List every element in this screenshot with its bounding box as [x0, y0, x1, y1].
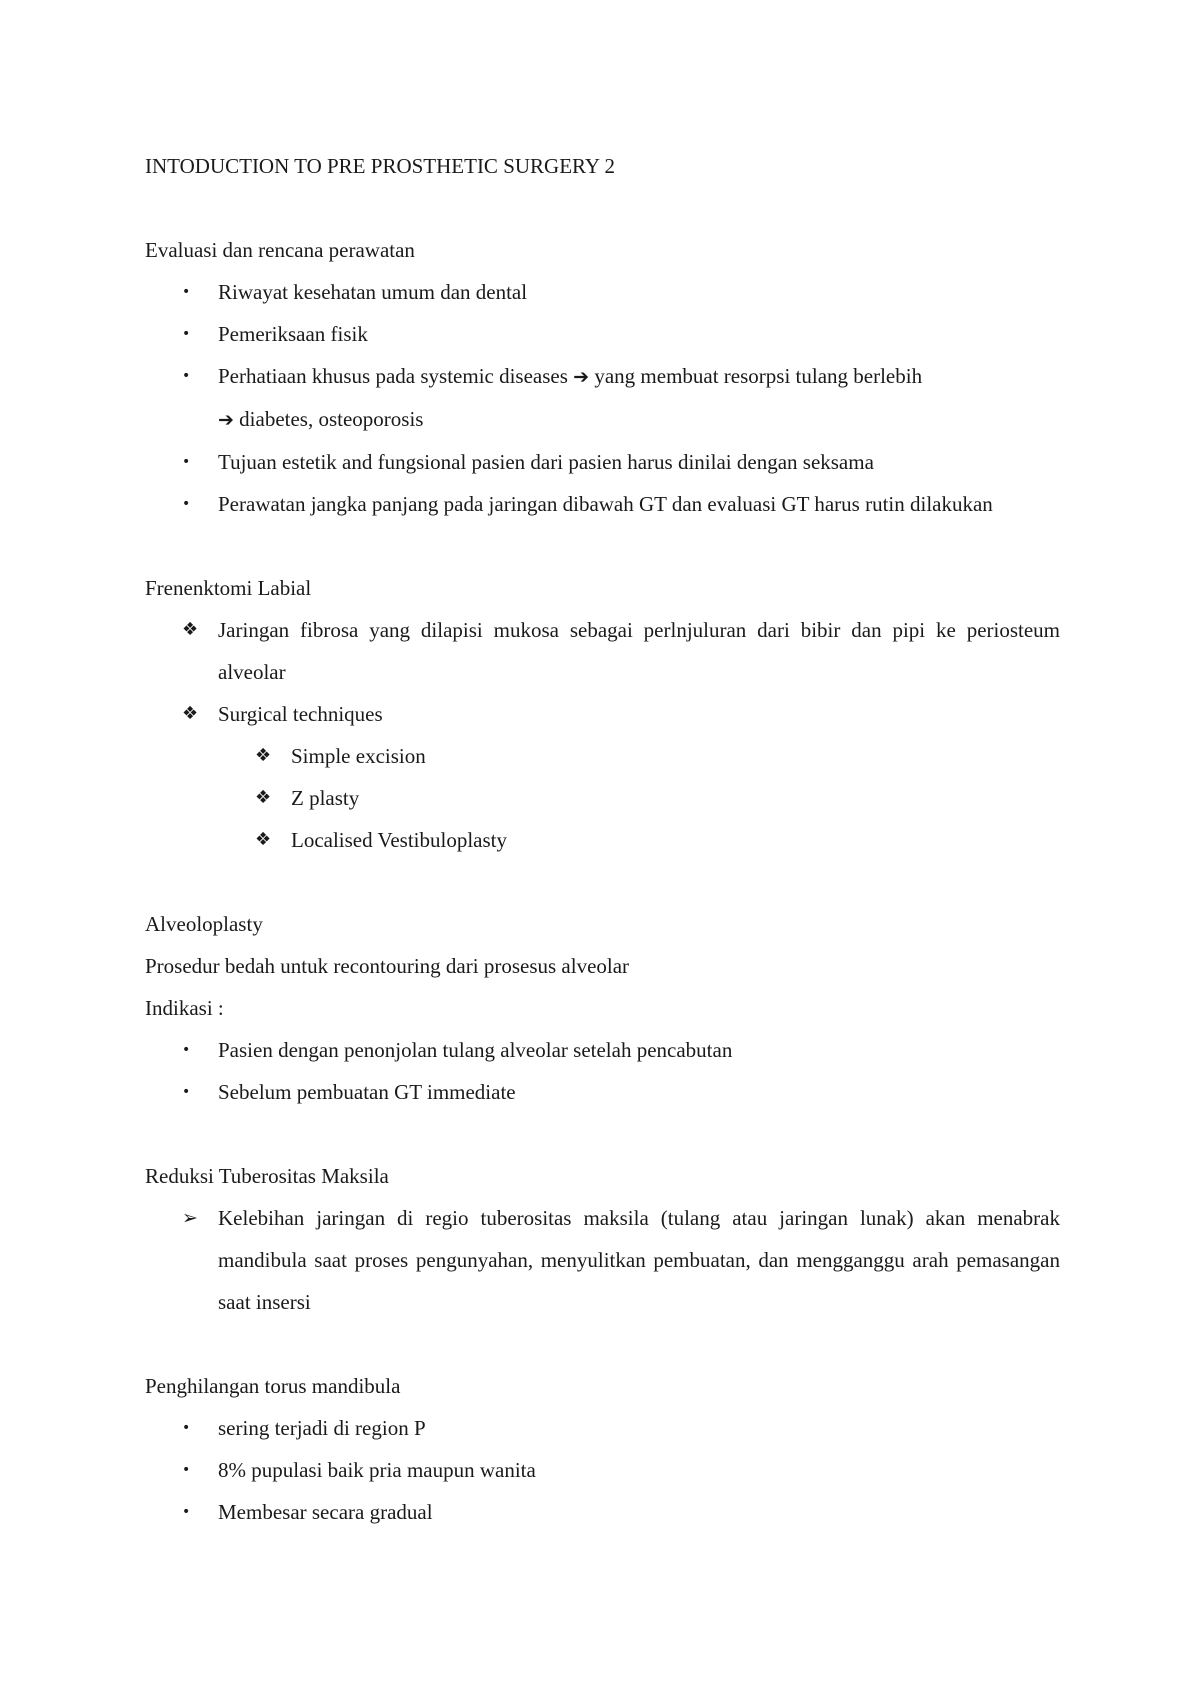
- bullet-icon: •: [182, 326, 191, 342]
- list-item: [145, 441, 1060, 483]
- list-item-text: Sebelum pembuatan GT immediate: [218, 1080, 516, 1104]
- paragraph: Indikasi :: [145, 996, 224, 1020]
- list-item-text: Z plasty: [291, 786, 360, 810]
- list-item-text: diabetes, osteoporosis: [239, 407, 424, 431]
- bullet-icon: •: [182, 284, 191, 300]
- list-item-text: Pemeriksaan fisik: [218, 322, 368, 346]
- section-heading: Evaluasi dan rencana perawatan: [145, 238, 415, 262]
- list-item-text: Tujuan estetik and fungsional pasien dari pasien harus dinilai dengan seksama: [218, 450, 874, 474]
- list-item-text: Membesar secara gradual: [218, 1500, 433, 1524]
- bullet-icon: •: [182, 1042, 191, 1058]
- list-item: [145, 1197, 1060, 1323]
- document-page: [145, 145, 1060, 1533]
- section-heading: Frenenktomi Labial: [145, 576, 312, 600]
- section-heading: Reduksi Tuberositas Maksila: [145, 1164, 389, 1188]
- bullet-icon: •: [182, 368, 191, 384]
- bullet-icon: •: [182, 1462, 191, 1478]
- list-item-text: Riwayat kesehatan umum dan dental: [218, 280, 528, 304]
- chevron-arrow-icon: ➢: [182, 1207, 198, 1229]
- list-item-text: Localised Vestibuloplasty: [291, 828, 507, 852]
- section-heading: Penghilangan torus mandibula: [145, 1374, 401, 1398]
- bullet-icon: •: [182, 454, 191, 470]
- list-item-text: Simple excision: [291, 744, 426, 768]
- diamond-bullet-icon: ❖: [182, 703, 199, 724]
- bullet-icon: •: [182, 1084, 191, 1100]
- page-title: INTODUCTION TO PRE PROSTHETIC SURGERY 2: [145, 154, 616, 178]
- list-subitem: [145, 819, 1060, 861]
- list-item-text: Pasien dengan penonjolan tulang alveolar setelah pencabutan: [218, 1038, 733, 1062]
- diamond-bullet-icon: ❖: [182, 619, 199, 640]
- list-item: [145, 609, 1060, 693]
- arrow-right-icon: ➔: [573, 366, 590, 388]
- arrow-right-icon: ➔: [218, 409, 234, 431]
- list-item-text: 8% pupulasi baik pria maupun wanita: [218, 1458, 536, 1482]
- list-item-text: Kelebihan jaringan di regio tuberositas maksila (tulang atau jaringan lunak) akan menabrak mandibula saat proses pengunyahan, menyulitkan pembuatan, dan mengganggu arah pemasangan saat insersi: [218, 1206, 1060, 1314]
- list-item: [145, 313, 1060, 355]
- section-heading: Alveoloplasty: [145, 912, 263, 936]
- list-subitem: [145, 735, 1060, 777]
- paragraph: Prosedur bedah untuk recontouring dari prosesus alveolar: [145, 954, 630, 978]
- list-item: [145, 271, 1060, 313]
- list-item-text: sering terjadi di region P: [218, 1416, 426, 1440]
- list-item: [145, 1449, 1060, 1491]
- list-item: [145, 1071, 1060, 1113]
- list-item: [145, 483, 1060, 525]
- list-item: [145, 355, 1060, 441]
- diamond-bullet-icon: ❖: [255, 829, 272, 850]
- diamond-bullet-icon: ❖: [255, 745, 272, 766]
- list-item-text: Jaringan fibrosa yang dilapisi mukosa sebagai perlnjuluran dari bibir dan pipi ke periosteum alveolar: [218, 618, 1060, 684]
- list-item-text: yang membuat resorpsi tulang berlebih: [594, 364, 923, 388]
- list-item-text: Perawatan jangka panjang pada jaringan dibawah GT dan evaluasi GT harus rutin dilakukan: [218, 492, 993, 516]
- diamond-bullet-icon: ❖: [255, 787, 272, 808]
- list-item-text: Surgical techniques: [218, 702, 383, 726]
- list-item: [145, 693, 1060, 735]
- list-item: [145, 1029, 1060, 1071]
- list-item: [145, 1407, 1060, 1449]
- bullet-icon: •: [182, 496, 191, 512]
- bullet-icon: •: [182, 1504, 191, 1520]
- list-item: [145, 1491, 1060, 1533]
- bullet-icon: •: [182, 1420, 191, 1436]
- list-subitem: [145, 777, 1060, 819]
- list-item-text: Perhatiaan khusus pada systemic diseases: [218, 364, 568, 388]
